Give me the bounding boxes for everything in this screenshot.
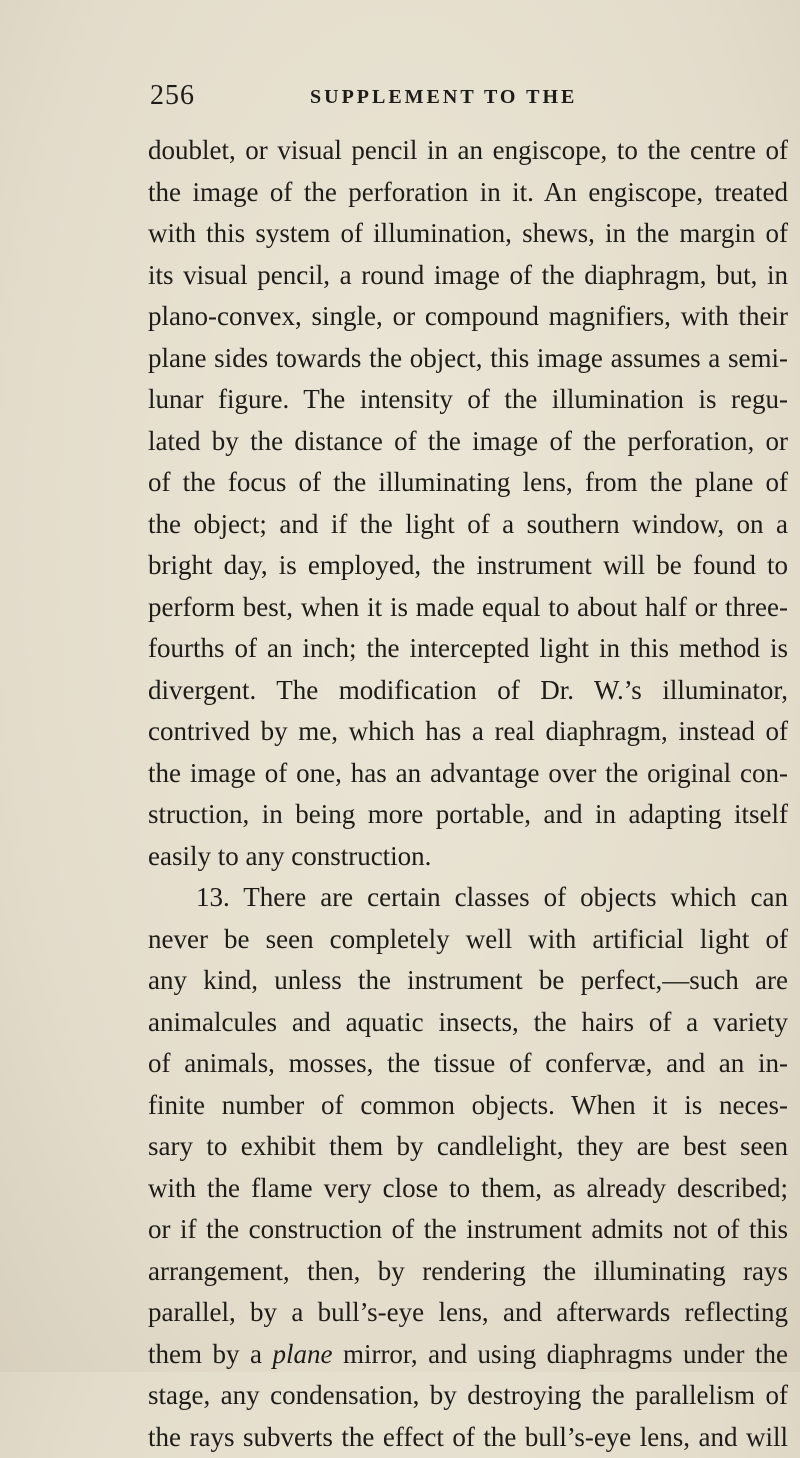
text-line: parallel, by a bull’s-eye lens, and afterwards reflecting [148,1292,788,1334]
text-line: any kind, unless the instrument be perfect,—such are [148,960,788,1002]
text-line: with the flame very close to them, as already described; [148,1168,788,1210]
text-line: the image of the perforation in it. An engiscope, treated [148,172,788,214]
body-text [148,130,788,1458]
text-line: animalcules and aquatic insects, the hairs of a variety [148,1002,788,1044]
text-line: lated by the distance of the image of the perforation, or [148,421,788,463]
text-line: of the focus of the illuminating lens, from the plane of [148,462,788,504]
running-title: SUPPLEMENT TO THE [310,86,577,109]
text-line: the image of one, has an advantage over the original con- [148,753,788,795]
text-line: stage, any condensation, by destroying the parallelism of [148,1375,788,1417]
text-line: the rays subverts the effect of the bull’s-eye lens, and will [148,1417,788,1458]
text-line: of animals, mosses, the tissue of confervæ, and an in- [148,1043,788,1085]
text-line: arrangement, then, by rendering the illuminating rays [148,1251,788,1293]
text-line: divergent. The modification of Dr. W.’s illuminator, [148,670,788,712]
text-line: perform best, when it is made equal to about half or three- [148,587,788,629]
running-head [0,80,800,120]
text-line: plane sides towards the object, this image assumes a semi- [148,338,788,380]
text-line: them by a plane mirror, and using diaphragms under the [148,1334,788,1376]
text-line: contrived by me, which has a real diaphragm, instead of [148,711,788,753]
emphasis: plane [272,1339,332,1369]
text-line: its visual pencil, a round image of the diaphragm, but, in [148,255,788,297]
paragraph-start-line: 13. There are certain classes of objects which can [148,877,788,919]
text-line: plano-convex, single, or compound magnifiers, with their [148,296,788,338]
text-line: bright day, is employed, the instrument will be found to [148,545,788,587]
text-line: never be seen completely well with artificial light of [148,919,788,961]
text-line: struction, in being more portable, and in adapting itself [148,794,788,836]
page-number: 256 [150,80,195,112]
text-line: lunar figure. The intensity of the illumination is regu- [148,379,788,421]
text-line: or if the construction of the instrument admits not of this [148,1209,788,1251]
text-line: doublet, or visual pencil in an engiscope, to the centre of [148,130,788,172]
text-line: the object; and if the light of a southern window, on a [148,504,788,546]
text-line: sary to exhibit them by candlelight, they are best seen [148,1126,788,1168]
text-line: with this system of illumination, shews, in the margin of [148,213,788,255]
text-line: easily to any construction. [148,836,788,878]
text-line: fourths of an inch; the intercepted light in this method is [148,628,788,670]
text-line: finite number of common objects. When it is neces- [148,1085,788,1127]
